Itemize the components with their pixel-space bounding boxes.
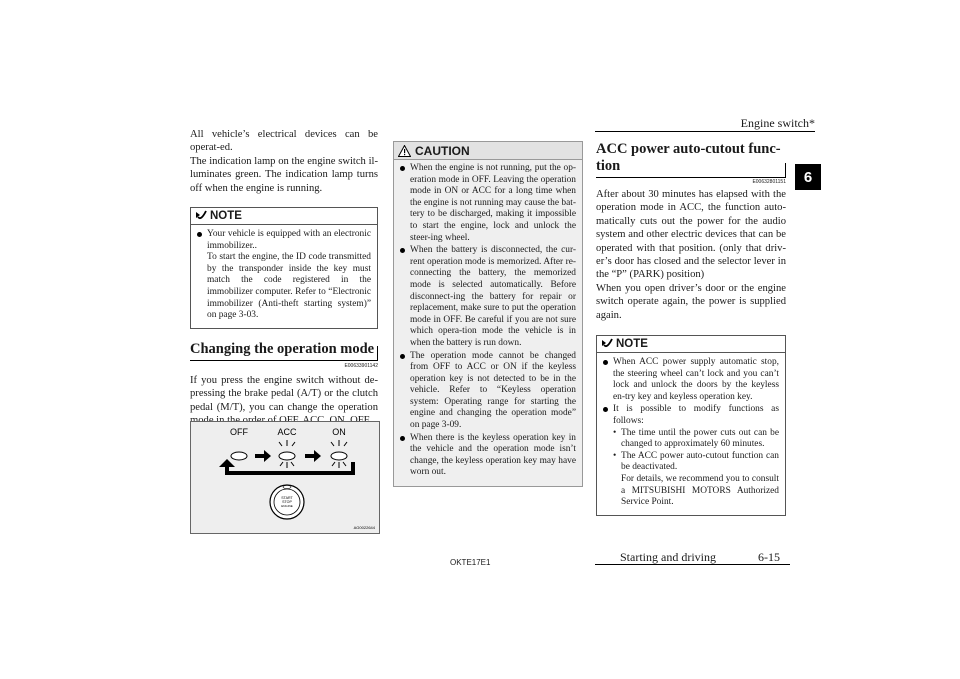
right-column [596,141,786,516]
note-box [190,207,378,329]
header-rule [595,131,815,132]
warning-icon [398,145,411,157]
section-title-line: tion [596,158,621,174]
caution-body [394,160,582,486]
note-icon [195,210,207,222]
sub-bullet-icon: • [613,427,617,438]
caution-item: When the engine is not running, put the op-eration mode in OFF. Leaving the operation mode in ON or ACC for a long time when the engine is not running may cause the bat-tery to be discharged, making it impossible to start the engine, lock and unlock the steer-ing wheel. [400,163,576,244]
section-title [190,341,378,358]
note-body [191,225,377,328]
bullet-icon [400,436,405,441]
lamp-on-icon [331,440,347,468]
section-title [596,141,786,175]
caution-item: When the battery is disconnected, the cur-rent operation mode is memorized. After re-connecting the battery, the memorized mode is selected automatically. Before disconnect-ing the battery for repair or replacement, make sure to put the operation mode in OFF. Be careful if you are not sure which opera-tion mode the vehicle is in when the battery is run down. [400,245,576,349]
section-paragraph: When you open driver’s door or the engine switch operate again, the power is supplied again. [596,282,786,321]
section-code: E00632801151 [752,179,786,185]
intro-paragraph: The indication lamp on the engine switch il-luminates green. The indication lamp turns off when the engine is running. [190,155,378,194]
button-label: STOP [282,500,292,504]
note-item [603,404,779,508]
footer-rule [595,564,790,565]
caution-box [393,141,583,487]
label-off: OFF [230,427,248,437]
note-line: The ACC power auto-cutout function can be deactivated. [621,450,779,473]
left-column [190,128,378,427]
section-code: E00633901142 [344,362,378,369]
note-line: It is possible to modify functions as follows: [613,404,779,427]
footer-code: OKTE17E1 [450,558,491,567]
intro-text [190,128,378,195]
label-acc: ACC [277,427,297,437]
note-body [597,353,785,515]
title-rule [596,177,786,178]
section-text: If you press the engine switch without de-pressing the brake pedal (A/T) or the clutch pedal (M/T), you can change the operation [190,374,378,413]
caution-heading [394,142,582,160]
note-line: For details, we recommend you to consult a MITSUBISHI MOTORS Authorized Service Point. [621,474,779,508]
note-item: When ACC power supply automatic stop, the steering wheel can’t lock and you can’t lock and unlock the doors by the keyless en-try key and keyless operation key. [603,357,779,403]
chapter-tab: 6 [795,164,821,190]
note-line: To start the engine, the ID code transmitted by the transponder inside the key must match the code registered in the immobilizer computer. Refer to “Electronic immobilizer (Anti-theft starting system)” on page 3-03. [207,252,371,321]
title-rule-edge [785,163,786,177]
lamp-off-icon [231,452,247,460]
label-on: ON [332,427,346,437]
section-paragraph: After about 30 minutes has elapsed with the operation mode in ACC, the function auto-matically cuts out the power for the audio system and other electric devices that can be operated with that position. (only that driv-er’s door has closed and the selector lever in the “P” (PARK) position) [596,189,786,281]
title-rule [190,360,378,361]
button-label: START [281,496,293,500]
bullet-icon [400,166,405,171]
footer-section: Starting and driving [620,550,716,564]
sub-bullet-icon: • [613,450,617,461]
arrow-right-icon [255,450,271,462]
note-heading [191,208,377,225]
operation-mode-figure [190,421,380,534]
note-heading [597,336,785,353]
page-header: Engine switch* [740,116,815,130]
figure-drawing [191,422,379,533]
bullet-icon [197,232,202,237]
bullet-icon [603,407,608,412]
lamp-acc-icon [279,440,295,468]
note-line: Your vehicle is equipped with an electronic immobilizer.. [207,229,371,251]
engine-switch-button-icon [270,485,304,519]
intro-paragraph: All vehicle’s electrical devices can be operat-ed. [190,129,378,154]
page-number: 6-15 [758,550,780,564]
arrow-right-icon [305,450,321,462]
note-item [197,229,371,322]
section-title-text: Changing the operation mode [190,340,375,357]
bullet-icon [603,360,608,365]
title-rule-edge [377,346,378,360]
note-icon [601,338,613,350]
bullet-icon [400,354,405,359]
caution-item: When there is the keyless operation key in the vehicle and the operation mode isn’t change, the keyless operation key may have worn out. [400,433,576,479]
caution-heading-label: CAUTION [415,143,470,158]
button-label: ENGINE [281,504,293,508]
note-box [596,335,786,516]
section-title-line: ACC power auto-cutout func- [596,141,781,157]
section-text [596,188,786,322]
note-heading-label: NOTE [210,210,242,223]
figure-code: AG0022644 [353,525,375,530]
bullet-icon [400,248,405,253]
caution-item: The operation mode cannot be changed from OFF to ACC or ON if the keyless operation key is not detected to be in the vehicle. Refer to “Keyless operation system: Operating range for starting the engine and changing the operation mode” on page 3-09. [400,351,576,432]
sub-item [613,451,779,509]
sub-item: • The time until the power cuts out can be changed to approximately 60 minutes. [613,427,779,450]
note-heading-label: NOTE [616,338,648,351]
